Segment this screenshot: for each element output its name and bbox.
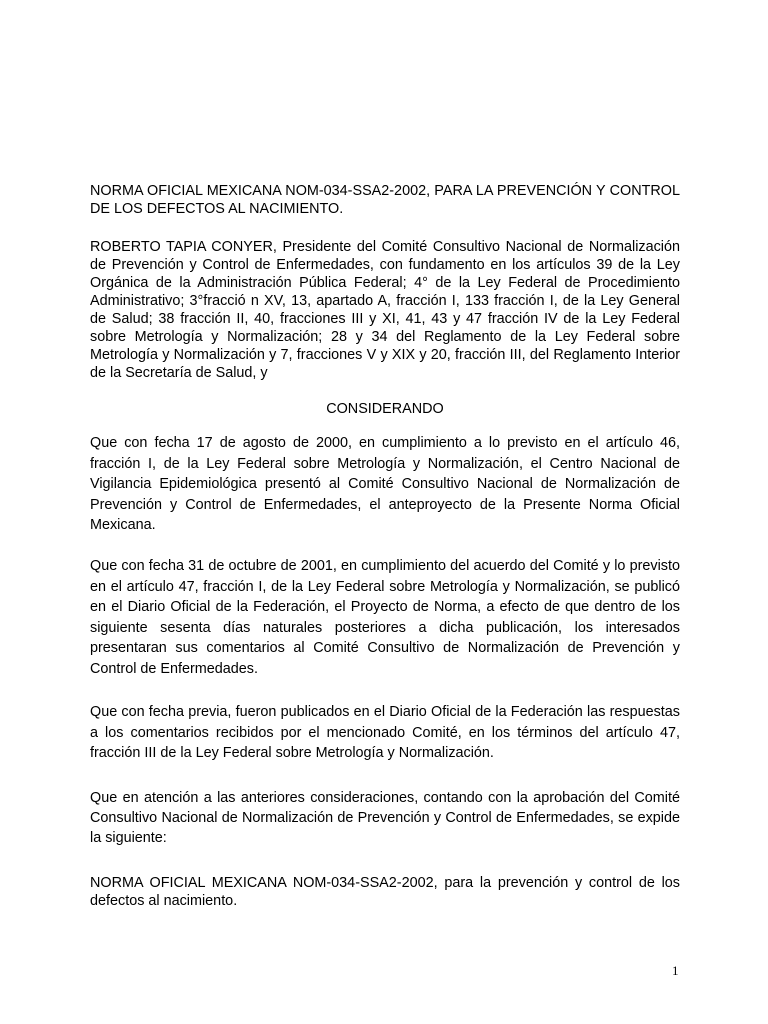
- document-title: NORMA OFICIAL MEXICANA NOM-034-SSA2-2002, PARA LA PREVENCIÓN Y CONTROL DE LOS DEFECTOS AL NACIMIENTO.: [90, 183, 680, 217]
- paragraph-2: Que con fecha 31 de octubre de 2001, en cumplimiento del acuerdo del Comité y lo previsto en el artículo 47, fracción I, de la Ley Federal sobre Metrología y Normalización, se publicó en el Diario Oficial de la Federación, el Proyecto de Norma, a efecto de que dentro de los siguiente sesenta días naturales posteriores a dicha publicación, los interesados presentaran sus comentarios al Comité Consultivo de Normalización de Prevención y Control de Enfermedades.: [90, 558, 680, 677]
- paragraph-5: NORMA OFICIAL MEXICANA NOM-034-SSA2-2002, para la prevención y control de los defectos al nacimiento.: [90, 875, 680, 909]
- paragraph-1: Que con fecha 17 de agosto de 2000, en cumplimiento a lo previsto en el artículo 46, fracción I, de la Ley Federal sobre Metrología y Normalización, el Centro Nacional de Vigilancia Epidemiológica presentó al Comité Consultivo Nacional de Normalización de Prevención y Control de Enfermedades, el anteproyecto de la Presente Norma Oficial Mexicana.: [90, 435, 680, 533]
- intro-paragraph: ROBERTO TAPIA CONYER, Presidente del Comité Consultivo Nacional de Normalización de Prevención y Control de Enfermedades, con fundamento en los artículos 39 de la Ley Orgánica de la Administración Pública Federal; 4° de la Ley Federal de Procedimiento Administrativo; 3°fracció n XV, 13, apartado A, fracción I, 133 fracción I, de la Ley General de Salud; 38 fracción II, 40, fracciones III y XI, 41, 43 y 47 fracción IV de la Ley Federal sobre Metrología y Normalización; 28 y 34 del Reglamento de la Ley Federal sobre Metrología y Normalización y 7, fracciones V y XIX y 20, fracción III, del Reglamento Interior de la Secretaría de Salud, y: [90, 239, 680, 381]
- section-heading: CONSIDERANDO: [326, 401, 444, 417]
- page-number: 1: [672, 963, 679, 978]
- paragraph-3: Que con fecha previa, fueron publicados en el Diario Oficial de la Federación las respuestas a los comentarios recibidos por el mencionado Comité, en los términos del artículo 47, fracción III de la Ley Federal sobre Metrología y Normalización.: [90, 704, 680, 761]
- paragraph-4: Que en atención a las anteriores consideraciones, contando con la aprobación del Comité Consultivo Nacional de Normalización de Prevención y Control de Enfermedades, se expide la siguiente:: [90, 790, 680, 846]
